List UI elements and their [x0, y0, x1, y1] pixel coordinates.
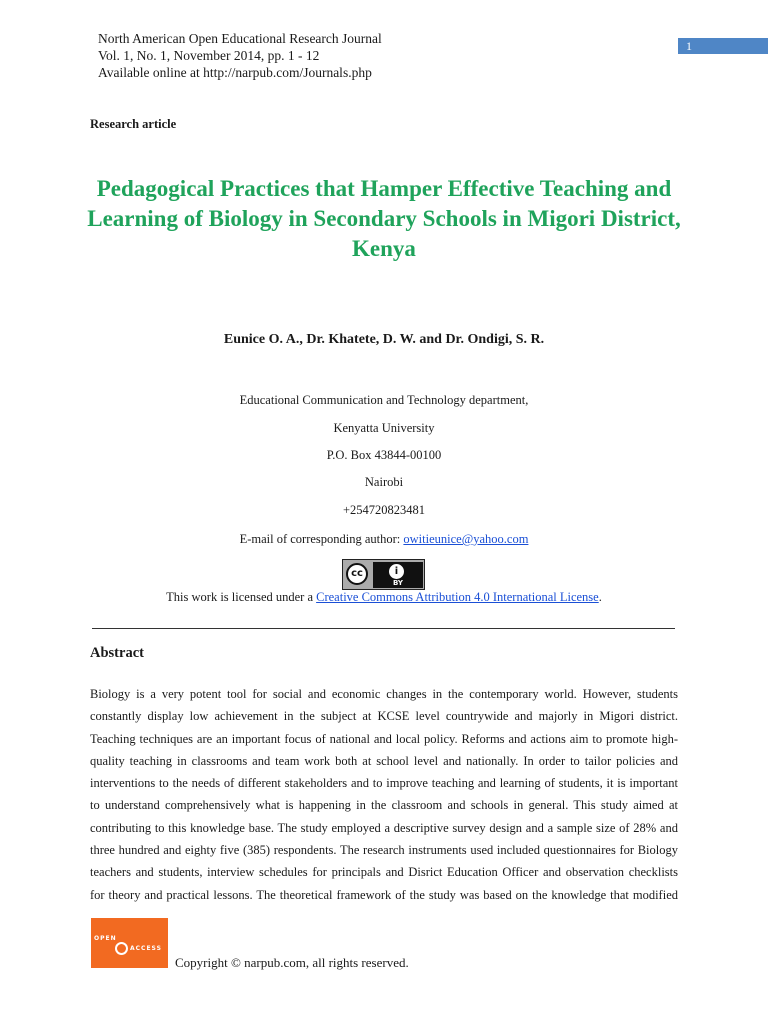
section-divider	[92, 628, 675, 629]
license-statement	[0, 590, 768, 605]
abstract-line: contributing to this knowledge base. The study employed a descriptive survey design and a sample size of 28% and	[90, 820, 678, 835]
journal-volume: Vol. 1, No. 1, November 2014, pp. 1 - 12	[98, 48, 320, 63]
by-block	[373, 562, 423, 588]
abstract-line: teachers and students, interview schedules for principals and Disrict Education Officer and observation checklists	[90, 865, 678, 880]
abstract-line: three hundred and eighty five (385) respondents. The research instruments used included questionnaires for Biology	[90, 843, 678, 858]
license-suffix: .	[598, 590, 602, 604]
affiliation-university: Kenyatta University	[333, 421, 435, 435]
page-number: 1	[686, 39, 692, 53]
attribution-icon: i	[389, 564, 404, 579]
by-label: BY	[392, 579, 404, 587]
open-access-icon	[115, 942, 128, 955]
oa-access-label: ACCESS	[130, 945, 162, 952]
abstract-line: for theory and practical lessons. The theoretical framework of the study was based on the knowledge that modified	[90, 887, 678, 902]
license-prefix: This work is licensed under a	[166, 590, 317, 604]
affiliation-department: Educational Communication and Technology department,	[239, 393, 529, 407]
article-type: Research article	[90, 117, 177, 131]
cc-by-badge[interactable]	[342, 559, 425, 590]
abstract-line: to understand comprehensively what is happening in the classroom and schools in general. This study aimed at	[90, 798, 678, 813]
cc-icon: cc	[346, 563, 368, 585]
authors: Eunice O. A., Dr. Khatete, D. W. and Dr. Ondigi, S. R.	[223, 332, 545, 347]
affiliation-po-box: P.O. Box 43844-00100	[326, 448, 442, 462]
email-label: E-mail of corresponding author:	[239, 532, 404, 546]
affiliation-phone: +254720823481	[342, 503, 426, 517]
abstract-line: interventions to the needs of different stakeholders and to improve teaching and learning of students, it is important	[90, 776, 678, 791]
corresponding-author	[0, 532, 768, 547]
paper-title: Pedagogical Practices that Hamper Effective Teaching and Learning of Biology in Secondary Schools in Migori District, Kenya	[87, 176, 681, 261]
abstract-line: constantly display low achievement in the subject at KCSE level countrywide and majorly in Migori district.	[90, 709, 678, 724]
abstract-heading: Abstract	[90, 645, 144, 661]
email-link[interactable]: owitieunice@yahoo.com	[403, 532, 529, 546]
abstract-line: Biology is a very potent tool for social and economic changes in the contemporary world. However, students	[90, 687, 678, 701]
oa-open-label: OPEN	[94, 935, 117, 942]
journal-header	[98, 30, 382, 81]
journal-name: North American Open Educational Research Journal	[98, 31, 382, 46]
page-number-tab	[678, 38, 768, 54]
copyright-notice: Copyright © narpub.com, all rights reserved.	[175, 955, 409, 970]
affiliation-city: Nairobi	[364, 475, 404, 489]
journal-availability: Available online at http://narpub.com/Journals.php	[98, 65, 372, 80]
open-access-logo	[91, 918, 168, 968]
abstract-line: quality teaching in classrooms and team work both at school level and nationally. In order to tailor policies and	[90, 753, 678, 768]
abstract-line: Teaching techniques are an important focus of national and local policy. Reforms and actions aim to promote high-	[90, 731, 678, 746]
abstract-body	[90, 683, 678, 906]
license-link[interactable]: Creative Commons Attribution 4.0 International License	[316, 590, 599, 604]
